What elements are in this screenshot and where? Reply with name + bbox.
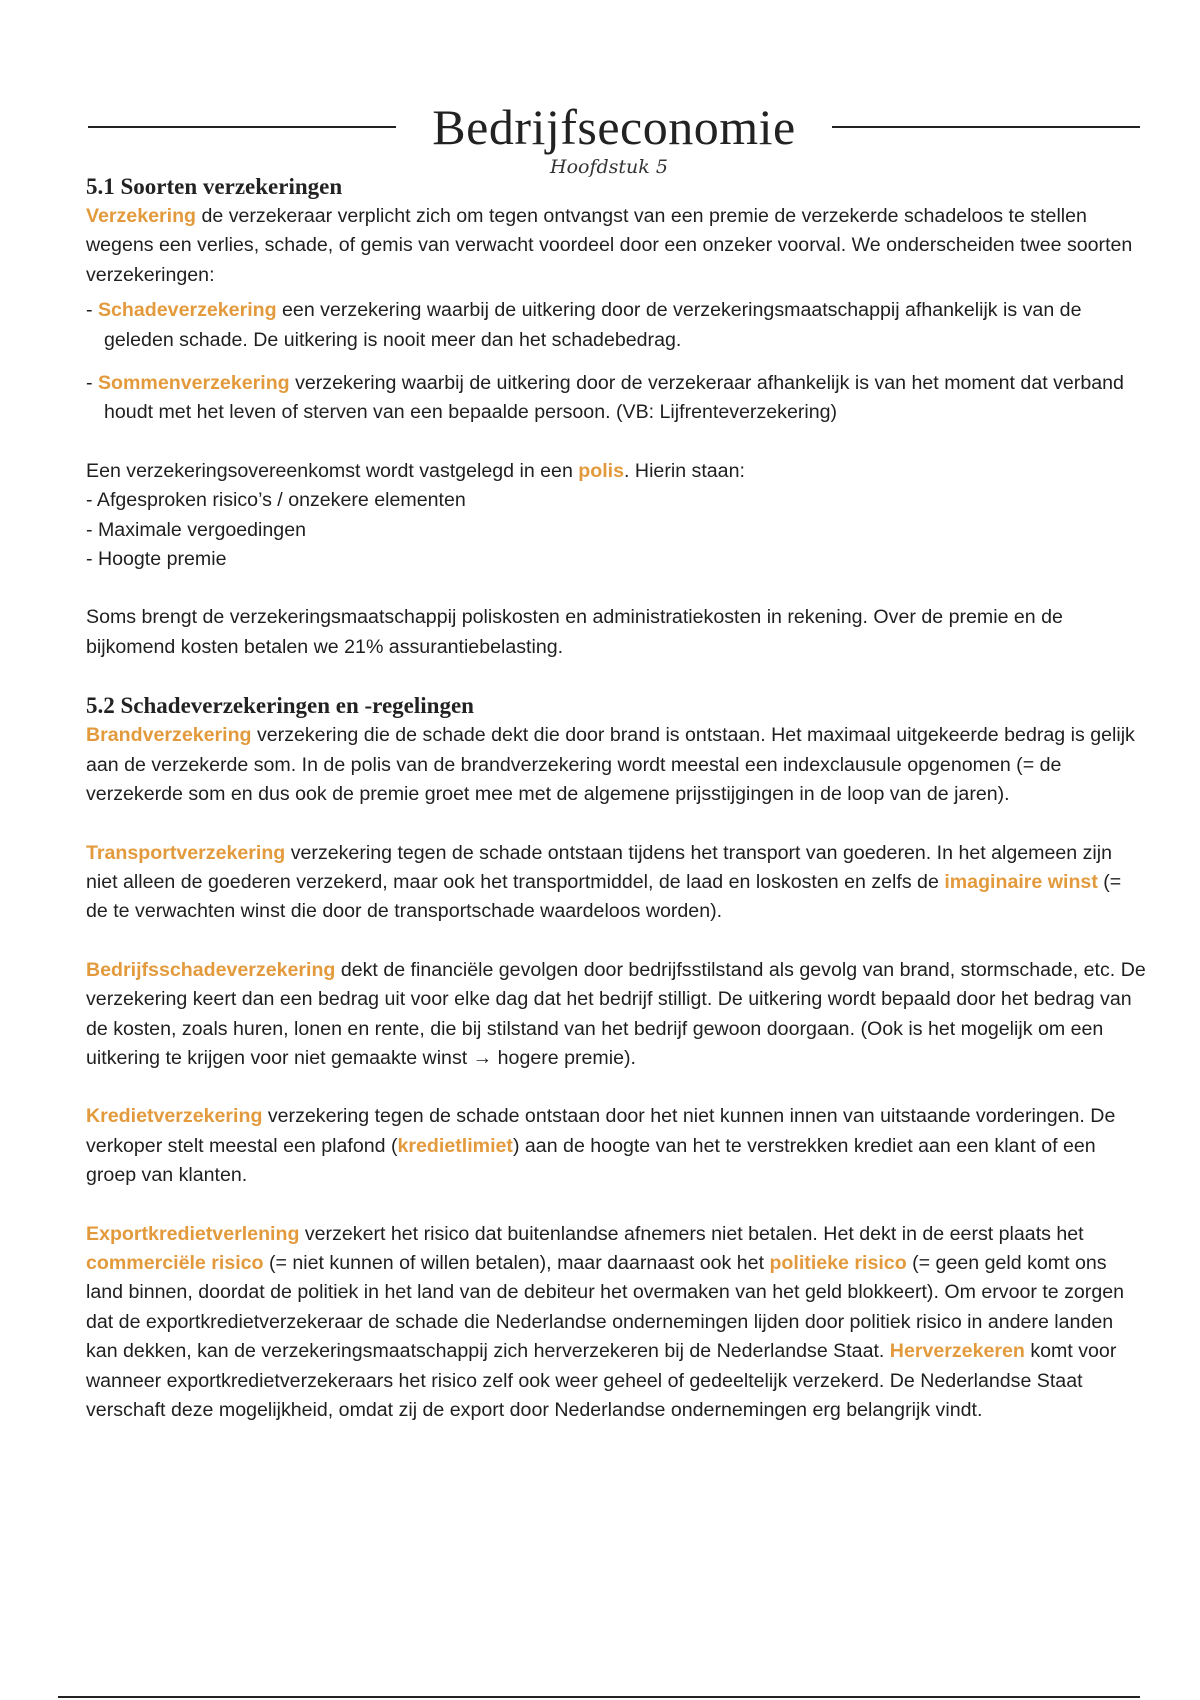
keyword-verzekering: Verzekering	[86, 205, 197, 227]
list-item-polis: - Afgesproken risico’s / onzekere elementen	[86, 489, 466, 512]
bullet-schadeverzekering	[86, 296, 1146, 355]
paragraph-text: verzekering tegen de schade ontstaan door het niet kunnen innen van uitstaande vorderingen. De verkoper stelt meestal een plafond (	[86, 1105, 1116, 1157]
list-item-polis: - Maximale vergoedingen	[86, 518, 306, 541]
keyword-transportverzekering: Transportverzekering	[86, 841, 286, 864]
keyword-kredietverzekering: Kredietverzekering	[86, 1105, 263, 1128]
keyword-bedrijfsschadeverzekering: Bedrijfsschadeverzekering	[86, 958, 336, 981]
keyword-commerciele-risico: commerciële risico	[86, 1251, 264, 1274]
paragraph-text: (= de te verwachten winst die door de transportschade waardeloos worden).	[86, 870, 1122, 923]
title-row	[88, 92, 1140, 162]
paragraph-text: verzekering die de schade dekt die door brand is ontstaan. Het maximaal uitgekeerde bedrag is gelijk aan de verzekerde som. In de polis van de brandverzekering wordt meestal een indexclausule opgenomen (= de verzekerde som en dus ook de premie groet mee met de algemene prijsstijgingen in de loop van de jaren).	[86, 724, 1135, 806]
paragraph-text: (= niet kunnen of willen betalen), maar daarnaast ook het	[263, 1251, 770, 1274]
keyword-herverzekeren: Herverzekeren	[889, 1340, 1025, 1363]
page-subtitle: Hoofdstuk 5	[550, 156, 668, 178]
keyword-exportkredietverlening: Exportkredietverlening	[86, 1222, 300, 1245]
section-heading-5-1: 5.1 Soorten verzekeringen	[86, 174, 343, 199]
document-content	[86, 172, 1146, 1425]
paragraph-text: (= geen geld komt ons land binnen, doordat de politiek in het land van de debiteur het overmaken van het geld blokkeert). Om ervoor te zorgen dat de exportkredietverzekeraar de schade die Nederlandse ondernemingen lijden door politiek risico in andere landen kan dekken, kan de verzekeringsmaatschappij zich herverzekeren bij de Nederlandse Staat.	[86, 1251, 1125, 1363]
keyword-imaginaire-winst: imaginaire winst	[944, 870, 1098, 893]
paragraph-brandverzekering	[86, 721, 1146, 809]
paragraph-text: verzekering tegen de schade ontstaan tijdens het transport van goederen. In het algemeen zijn niet alleen de goederen verzekerd, maar ook het transportmiddel, de laad en loskosten en zelfs de	[86, 841, 1113, 893]
paragraph-transportverzekering	[86, 839, 1146, 927]
keyword-sommenverzekering: Sommenverzekering	[97, 372, 290, 395]
bullet-text: een verzekering waarbij de uitkering door de verzekeringsmaatschappij afhankelijk is van de geleden schade. De uitkering is nooit meer dan het schadebedrag.	[104, 299, 1082, 351]
paragraph-text: dekt de financiële gevolgen door bedrijfsstilstand als gevolg van brand, stormschade, etc. De verzekering keert dan een bedrag uit voor elke dag dat het bedrijf stilligt. De uitkering wordt bepaald door het bedrag van de kosten, zoals huren, lonen en rente, die bij stilstand van het bedrijf gewoon doorgaan. (Ook is het mogelijk om een uitkering te krijgen voor niet gemaakte winst → hogere premie).	[86, 958, 1146, 1069]
paragraph-text: de verzekeraar verplicht zich om tegen ontvangst van een premie de verzekerde schadeloos te stellen wegens een verlies, schade, of gemis van verwacht voordeel door een onzeker voorval. We onderscheiden twee soorten verzekeringen:	[86, 205, 1133, 286]
bullet-marker: -	[86, 299, 98, 322]
paragraph-text: komt voor wanneer exportkredietverzekeraars het risico zelf ook weer geheel of gedeeltelijk verzekerd. De Nederlandse Staat verschaft deze mogelijkheid, omdat zij de export door Nederlandse ondernemingen erg belangrijk vindt.	[86, 1340, 1117, 1421]
bullet-text: verzekering waarbij de uitkering door de verzekeraar afhankelijk is van het moment dat verband houdt met het leven of sterven van een bepaalde persoon. (VB: Lijfrenteverzekering)	[104, 372, 1124, 424]
paragraph-text: verzekert het risico dat buitenlandse afnemers niet betalen. Het dekt in de eerst plaats het	[299, 1222, 1084, 1245]
keyword-brandverzekering: Brandverzekering	[86, 724, 252, 747]
keyword-schadeverzekering: Schadeverzekering	[97, 299, 277, 322]
keyword-kredietlimiet: kredietlimiet	[397, 1134, 513, 1157]
bottom-rule	[58, 1696, 1140, 1698]
paragraph-text: ) aan de hoogte van het te verstrekken krediet aan een klant of een groep van klanten.	[86, 1134, 1096, 1187]
paragraph-text: . Hierin staan:	[624, 459, 745, 482]
bullet-marker: -	[86, 372, 98, 395]
bullet-sommenverzekering	[86, 369, 1146, 428]
section-heading-5-2: 5.2 Schadeverzekeringen en -regelingen	[86, 693, 474, 719]
paragraph-exportkredietverlening	[86, 1220, 1146, 1426]
title-rule-right	[832, 126, 1140, 128]
keyword-polis: polis	[578, 459, 625, 482]
list-item-polis: - Hoogte premie	[86, 548, 227, 571]
page-title: Bedrijfseconomie	[432, 99, 796, 155]
title-rule-left	[88, 126, 396, 128]
paragraph-text: Een verzekeringsovereenkomst wordt vastgelegd in een	[86, 459, 579, 482]
paragraph-kosten: Soms brengt de verzekeringsmaatschappij poliskosten en administratiekosten in rekening. Over de premie en de bijkomend kosten betalen we 21% assurantiebelasting.	[86, 606, 1063, 658]
paragraph-verzekering	[86, 202, 1146, 290]
paragraph-kredietverzekering	[86, 1102, 1146, 1190]
keyword-politieke-risico: politieke risico	[769, 1251, 907, 1274]
paragraph-bedrijfsschadeverzekering	[86, 956, 1146, 1074]
paragraph-polis	[86, 457, 1146, 486]
